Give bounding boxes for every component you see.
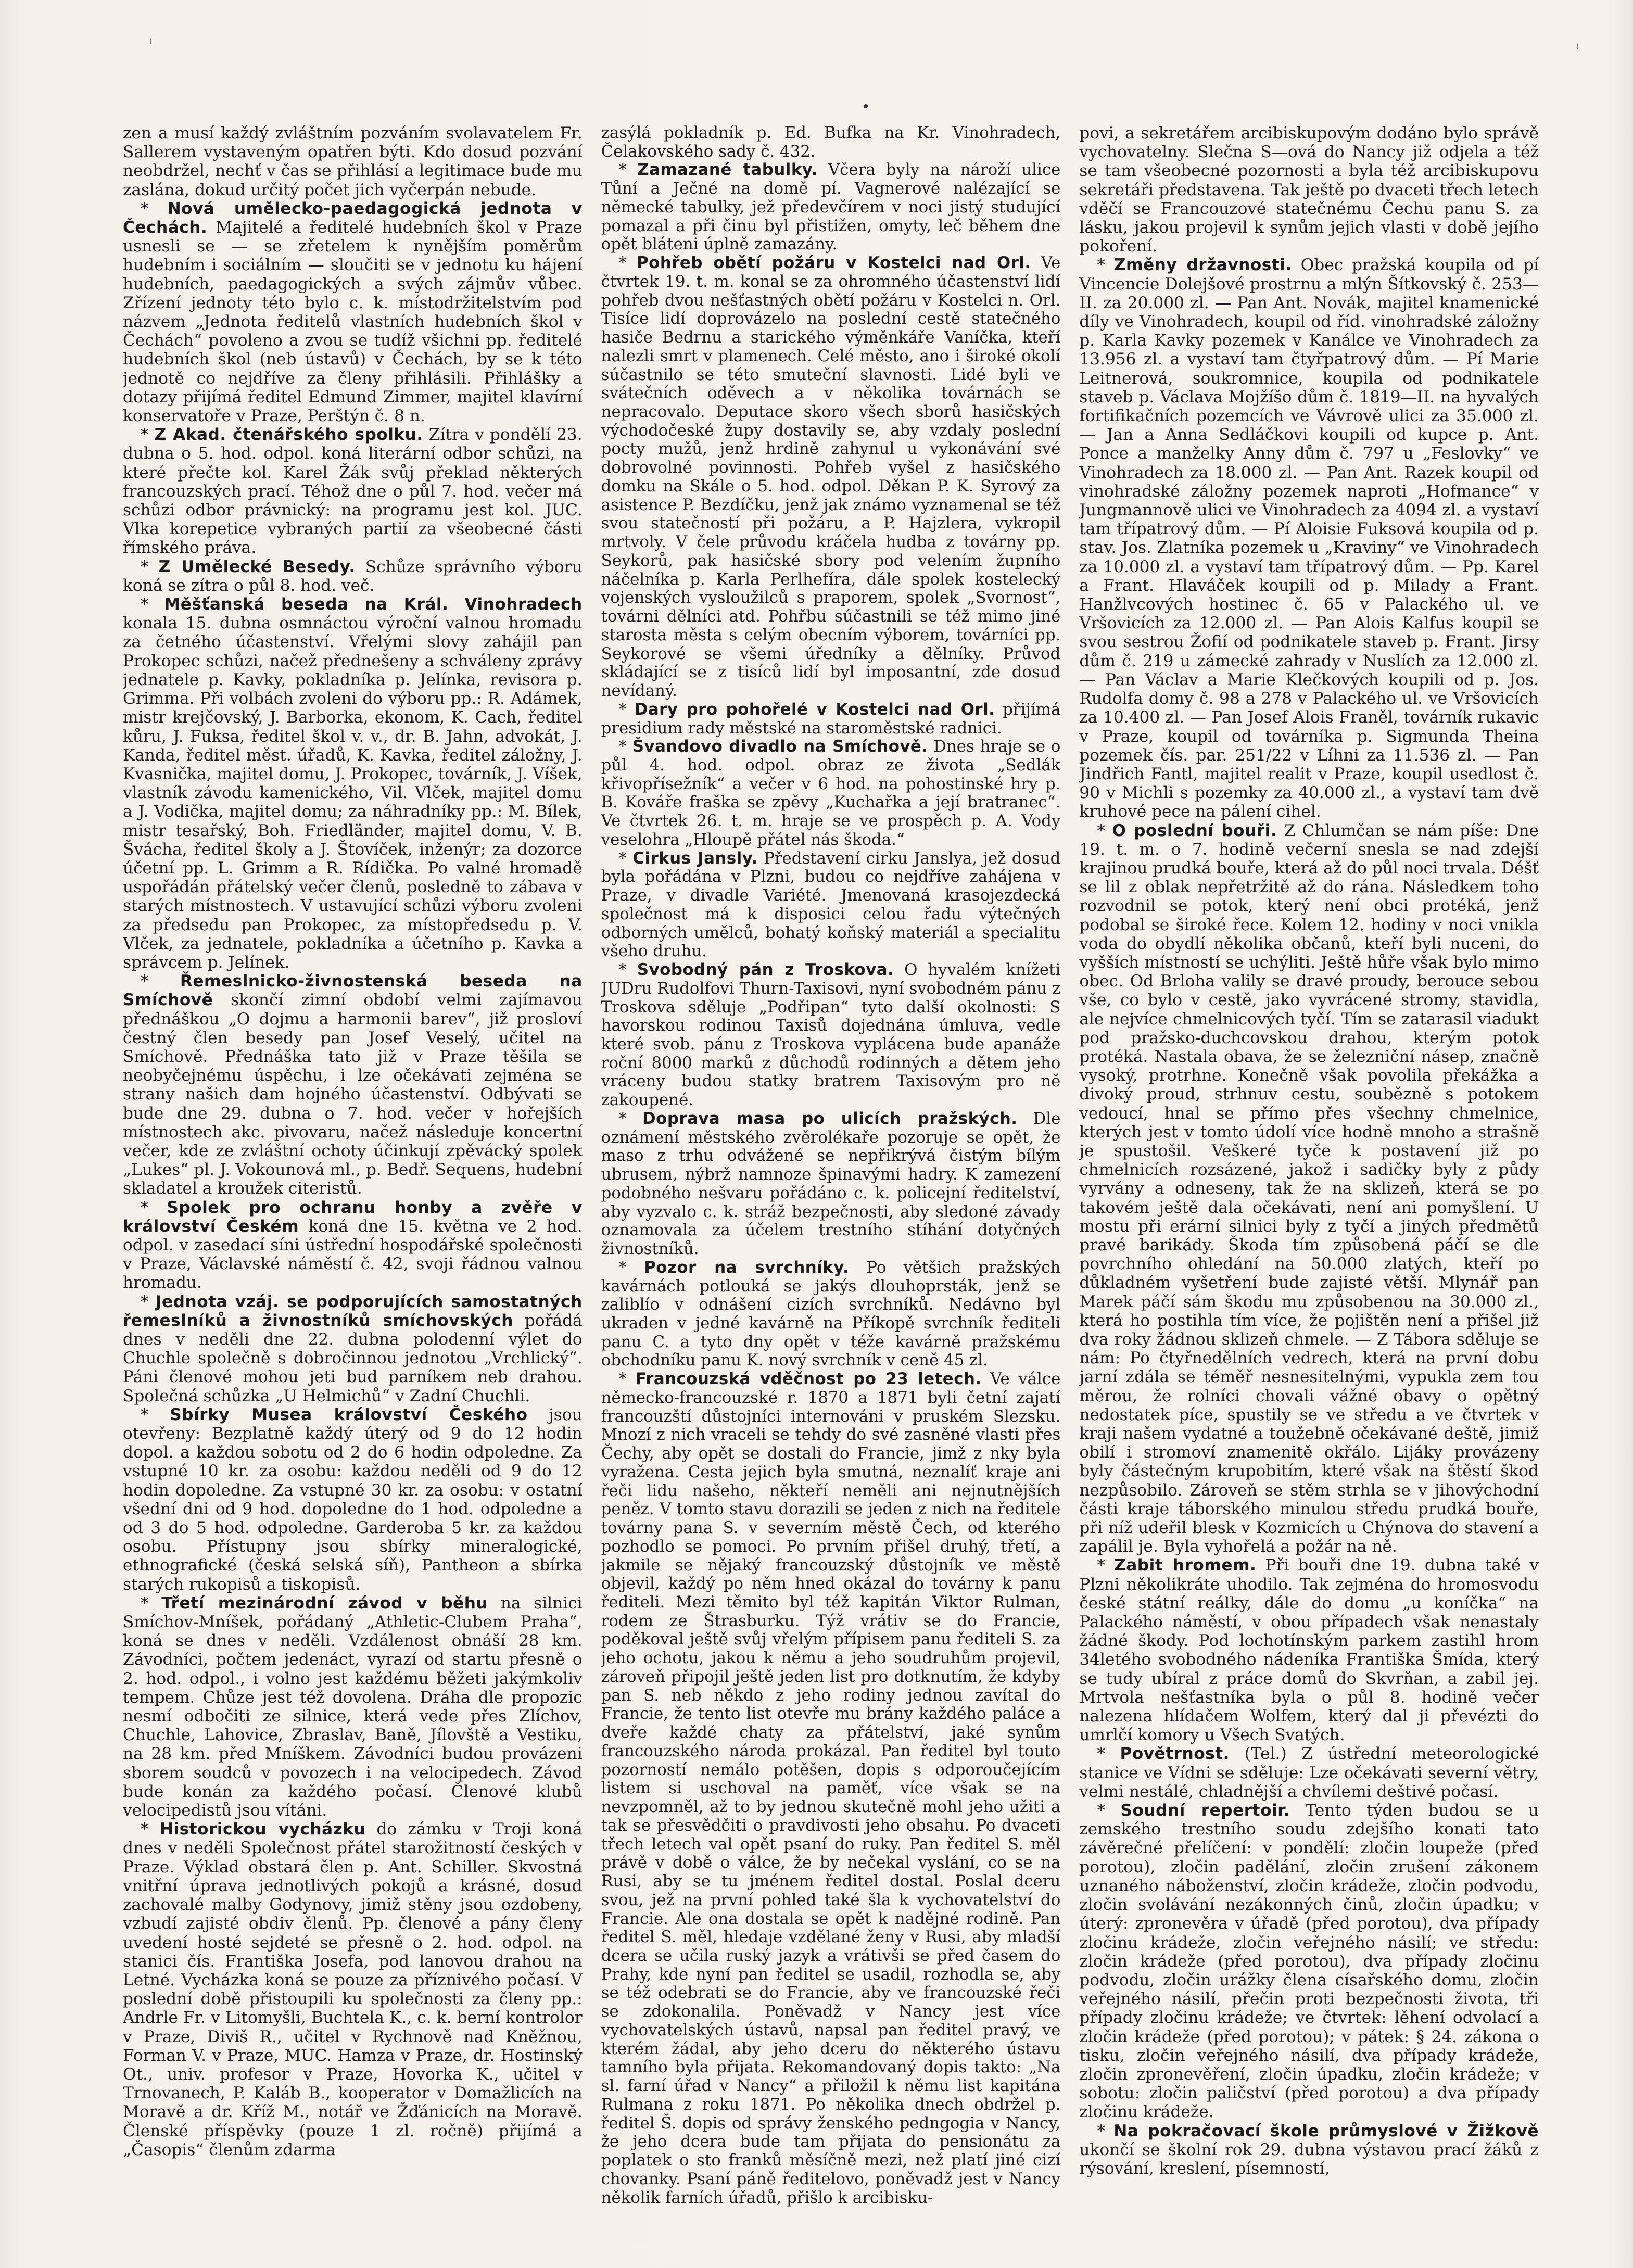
news-headline: Sbírky Musea království Českého	[170, 1405, 528, 1424]
asterisk-marker: *	[141, 199, 168, 218]
column-2	[601, 124, 1061, 2242]
scan-mark-right: '	[1575, 40, 1580, 64]
news-headline: Soudní repertoir.	[1120, 1801, 1290, 1820]
news-text: Majitelé a ředitelé hudebních škol v Praze usnesli se — se zřetelem k nynějším poměrům hudebním i sociálním — sloučiti se v jednotu ku hájení hudebních, paedagogických a svých zájmův vůbec. Zřízení jednoty této bylo c. k. místodržitelstvím pod názvem „Jednota ředitelů vlastních hudebních škol v Čechách“ povoleno a zvou se tudíž všichni pp. ředitelé hudebních škol (neb ústavů) v Čechách, by se k této jednotě co nejdříve za členy přihlásili. Přihlášky a dotazy přijímá ředitel Edmund Zimmer, majitel klavírní konservatoře v Praze, Perštýn č. 8 n.	[123, 218, 583, 426]
asterisk-marker: *	[1097, 1801, 1121, 1820]
asterisk-marker: *	[618, 1370, 636, 1389]
news-headline: Změny državnosti.	[1113, 256, 1292, 275]
news-headline: Pohřeb obětí požáru v Kostelci nad Orl.	[637, 254, 1031, 273]
asterisk-marker: *	[618, 254, 637, 273]
news-text: zasýlá pokladník p. Ed. Bufka na Kr. Vinohradech, Čelakovského sady č. 432.	[601, 124, 1061, 161]
page-dot	[864, 104, 868, 108]
news-item	[123, 425, 583, 557]
news-headline: Historickou vycházku	[159, 1820, 366, 1839]
news-headline: Nová umělecko-paedagogická jednota v Čechách.	[123, 199, 583, 237]
news-item	[123, 1594, 583, 1820]
news-headline: O poslední bouři.	[1112, 821, 1277, 840]
asterisk-marker: *	[618, 1258, 644, 1277]
news-text: konala 15. dubna osmnáctou výroční valnou hromadu za četného účastenství. Vřelými slovy zahájil pan Prokopec schůzi, načež přednešeny a schváleny zprávy jednatele p. Kavky, pokladníka p. Jelínka, revisora p. Grimma. Při volbách zvoleni do výboru pp.: R. Adámek, mistr krejčovský, J. Barborka, ekonom, K. Cach, ředitel kůru, J. Fuksa, ředitel škol v. v., dr. B. Jahn, advokát, J. Kanda, ředitel měst. úřadů, K. Kavka, ředitel záložny, J. Kvasnička, majitel domu, J. Prokopec, továrník, J. Víšek, vlastník závodu kamenického, Vil. Vlček, majitel domu a J. Vodička, majitel domu; za náhradníky pp.: M. Bílek, mistr tesařský, Boh. Friedländer, majitel domu, V. B. Švácha, ředitel školy a J. Štovíček, inženýr; za dozorce účetní pp. L. Grimm a R. Rídička. Po valné hromadě uspořádán přátelský večer členů, posledně to zábava v starých místnostech. V ustavující schůzi výboru zvoleni za předsedu pan Prokopec, za místopředsedu p. V. Vlček, za jednatele, pokladníka a účetního p. Kavka a správcem p. Jelínek.	[123, 614, 583, 972]
asterisk-marker: *	[1097, 2121, 1114, 2140]
asterisk-marker: *	[141, 972, 180, 991]
asterisk-marker: *	[141, 425, 155, 445]
asterisk-marker: *	[141, 1292, 156, 1311]
news-text: Při bouři dne 19. dubna také v Plzni několikráte uhodilo. Tak zejména do hromosvodu české státní reálky, dále do domu „u koníčka“ na Palackého náměstí, v obou případech však nenastaly žádné škody. Pod lochotínským parkem zastihl hrom 34letého svobodného nádeníka Františka Šmída, který se tudy ubíral z práce domů do Skvrňan, a zabil jej. Mrtvola nešťastníka byla o půl 8. hodině večer nalezena hlídačem Wolfem, který dal ji převézti do umrlčí komory u Všech Svatých.	[1079, 1556, 1539, 1745]
asterisk-marker: *	[618, 700, 635, 719]
news-text: Ve čtvrtek 19. t. m. konal se za ohromného účastenství lidí pohřeb dvou nešťastných obětí požáru v Kostelci n. Orl. Tisíce lidí doprovázelo na poslední cestě statečného hasiče Bedrnu a starického výměnkáře Vaníčka, kteří nalezli smrt v plamenech. Celé město, ano i široké okolí súčastnilo se této smuteční slavnosti. Lidé byli ve svátečních oděvech a v několika továrnách se nepracovalo. Deputace skoro všech sborů hasičských východočeské župy dostavily se, aby vzdaly poslední pocty mužů, jenž hrdině zahynul u vykonávání své dobrovolné povinnosti. Pohřeb vyšel z hasičského domku na Skále o 5. hod. odpol. Děkan P. K. Syrový za asistence P. Bezdíčku, jenž jak známo vyznamenal se též svou statečností při požáru, a P. Hajzlera, vykropil mrtvoly. V čele průvodu kráčela hudba z továrny pp. Seykorů, pak hasičské sbory pod velením župního náčelníka p. Karla Perlhefíra, dále spolek kostelecký vojenských vysloužilců s praporem, spolek „Svornost“, továrni dělníci atd. Pohřbu súčastnili se též mimo jiné starosta města s celým obecním výborem, továrníci pp. Seykorové se všemi úředníky a dělníky. Průvod skládající se z tisíců lidí byl imposantní, zde dosud nevídaný.	[601, 254, 1061, 701]
news-item	[123, 972, 583, 1198]
news-headline: Jednota vzáj. se podporujících samostatných řemeslníků a živnostníků smíchovských	[123, 1292, 583, 1330]
news-item	[601, 738, 1061, 849]
asterisk-marker: *	[1097, 821, 1112, 840]
news-item	[601, 161, 1061, 254]
news-text: (Tel.) Z ústřední meteorologické stanice ve Vídni se sděluje: Lze očekávati severní větry, velmi nestálé, chladnější a chvílemi deštivé počasí.	[1079, 1744, 1539, 1801]
news-text: Obec pražská koupila od pí Vincencie Dolejšové prostrnu a mlýn Šítkovský č. 253—II. za 20.000 zl. — Pan Ant. Novák, majitel knamenické díly ve Vinohradech, koupil od říd. vinohradské záložny p. Karla Kavky pozemek v Kanálce ve Vinohradech za 13.956 zl. a vystaví tam čtyřpatrový dům. — Pí Marie Leitnerová, soukromnice, koupila od podnikatele staveb p. Václava Mojžíšo dům č. 1819—II. na hyvalých fortifikačních pozemcích ve Vávrově ulici za 35.000 zl. — Jan a Anna Sedláčkovi koupili od kupce p. Ant. Ponce a manželky Anny dům č. 797 u „Feslovky“ ve Vinohradech za 18.000 zl. — Pan Ant. Razek koupil od vinohradské záložny pozemek naproti „Hofmance“ v Jungmannově ulici ve Vinohradech za 4094 zl. a vystaví tam třípatrový dům. — Pí Aloisie Fuksová koupila od p. stav. Jos. Zlatníka pozemek u „Kraviny“ ve Vinohradech za 10.000 zl. a vystaví tam třípatrový dům. — Pp. Karel a Frant. Hlaváček koupili od p. Milady a Frant. Hanžlvcových hostinec č. 65 v Palackého ul. ve Vršovicích za 12.000 zl. — Pan Alois Kalfus koupil se svou sestrou Žofií od podnikatele staveb p. Frant. Jirsy dům č. 219 u zámecké zahrady v Nuslích za 12.000 zl. — Pan Václav a Marie Klečkových koupili od p. Jos. Rudolfa domy č. 98 a 278 v Palackého ul. ve Vršovicích za 10.400 zl. — Pan Josef Alois Franěl, továrník rukavic v Praze, koupil od továrníka p. Sigmunda Theina pozemek čís. par. 251/22 v Líhni za 11.536 zl. — Pan Jindřich Fantl, majitel realit v Praze, koupil usedlost č. 90 v Michli s pozemky za 40.000 zl., a vystaví tam dvě kruhové pece na pálení cihel.	[1079, 256, 1539, 821]
news-text: Schůze správního výboru koná se zítra o půl 8. hod. več.	[123, 557, 583, 595]
asterisk-marker: *	[618, 160, 638, 180]
news-item	[601, 961, 1061, 1110]
news-text: koná dne 15. května ve 2 hod. odpol. v zasedací síni ústřední hospodářské společnosti v Praze, Václavské náměstí č. 42, svoji řádnou valnou hromadu.	[123, 1217, 583, 1293]
news-text: pořádá dnes v neděli dne 22. dubna polodenní výlet do Chuchle společně s dobročinnou jednotou „Vrchlický“. Páni členové mohou jeti bud parníkem neb drahou. Společná schůzka „U Helmichů“ v Zadní Chuchli.	[123, 1311, 583, 1405]
news-text: zen a musí každý zvláštním pozváním svolavatelem Fr. Sallerem vystaveným opatřen býti. Kdo dosud pozvání neobdržel, nechť v čas se přihlásí a legitimace bude mu zaslána, dokud určitý počet jich vyčerpán nebude.	[123, 124, 583, 199]
news-text: na silnici Smíchov-Mníšek, pořádaný „Athletic-Clubem Praha“, koná se dnes v neděli. Vzdálenost obnáší 28 km. Závodníci, počtem jedenáct, vyrazí od startu přesně o 2. hod. odpol., i volno jest každému běžeti jakýmkoliv tempem. Chůze jest též dovolena. Dráha dle propozic nesmí odbočiti ze silnice, která vede přes Zlíchov, Chuchle, Lahovice, Zbraslav, Baně, Jílovště a Vestiku, na 28 km. před Mníškem. Závodníci budou provázeni sborem soudců v povozech i na velocipedech. Závod bude konán za každého počasí. Členové klubů velocipedistů jsou vítáni.	[123, 1593, 583, 1820]
news-text: O hyvalém knížeti JUDru Rudolfovi Thurn-Taxisovi, nyní svobodném pánu z Troskova sděluje „Podřipan“ tyto další okolnosti: S havorskou rodinou Taxisů dojednána úmluva, vedle které svob. pánu z Troskova vyplácena bude apanáže roční 8000 marků z důchodů rodinných a dětem jeho vráceny budou statky bratrem Taxisovým pro ně zakoupené.	[601, 960, 1061, 1110]
news-item	[1079, 256, 1539, 821]
news-item	[601, 254, 1061, 701]
news-item	[601, 1259, 1061, 1370]
news-headline: Povětrnost.	[1120, 1744, 1230, 1764]
news-text: Dle oznámení městského zvěrolékaře pozoruje se opět, že maso z trhu odvážené se nepřikrývá čistým bílým ubrusem, nýbrž namnoze špinavými hadry. K zamezení podobného nešvaru pořádáno c. k. policejní ředitelství, aby vyzvalo c. k. stráž bezpečnosti, aby sledoné závady oznamovala za účelem trestního stíhání dotyčných živnostníků.	[601, 1109, 1061, 1259]
news-item	[601, 1370, 1061, 2207]
news-headline: Z Umělecké Besedy.	[158, 557, 356, 576]
news-headline: Cirkus Jansly.	[632, 848, 758, 868]
news-text: Představení cirku Janslya, jež dosud byla pořádána v Plzni, budou co nejdříve zahájena v Praze, v divadle Variété. Jmenovaná krasojezdecká společnost má k disposici celou řadu výtečných odborných umělců, bohatý koňský materiál a specialitu všeho druhu.	[601, 848, 1061, 961]
asterisk-marker: *	[618, 1109, 643, 1128]
news-headline: Doprava masa po ulicích pražských.	[642, 1109, 1018, 1128]
column-3	[1079, 124, 1539, 2242]
news-headline: Svobodný pán z Troskova.	[637, 960, 894, 980]
news-text: Po většich pražských kavárnách potlouká se jakýs dlouhoprsták, jenž se zaliblío v odnášení cizích svrchníků. Nedávno byl ukraden v jedné kavárně na Příkopě svrchník řediteli panu C. a tyto dny opět v téže kavárně pražskému obchodníku panu K. nový svrchník v ceně 45 zl.	[601, 1258, 1061, 1370]
news-headline: Švandovo divadlo na Smíchově.	[632, 737, 928, 756]
news-item	[123, 1293, 583, 1405]
scan-mark-left: '	[148, 35, 154, 59]
asterisk-marker: *	[1097, 1744, 1120, 1764]
news-item	[601, 1110, 1061, 1259]
news-item	[123, 1198, 583, 1293]
news-item	[1079, 124, 1539, 256]
news-item	[123, 1820, 583, 2159]
news-item	[601, 850, 1061, 961]
news-text: Zítra v pondělí 23. dubna o 5. hod. odpol. koná literární odbor schůzi, na které přečte kol. Karel Žák svůj překlad některých francouzských prací. Téhož dne o půl 7. hod. večer má schůzi odbor právnický: na programu jest kol. JUC. Vlka korepetice vybraných partií za všeobecné části římského práva.	[123, 425, 583, 558]
news-headline: Pozor na svrchníky.	[644, 1258, 850, 1277]
news-columns	[123, 124, 1539, 2242]
news-text: ukončí se školní rok 29. dubna výstavou prací žáků z rýsování, kreslení, písemností,	[1079, 2140, 1539, 2178]
news-text: Včera byly na nároží ulice Tůní a Ječné na domě pí. Vagnerové nalézající se německé tabulky, jež předevčírem v noci jistý studující pomazal a při činu byl přistižen, omyty, leč během dne opět bláteni úplně zamazány.	[601, 160, 1061, 254]
news-item	[123, 595, 583, 972]
news-item	[123, 1405, 583, 1594]
news-text: Ve válce německo-francouzské r. 1870 a 1871 byli četní zajatí francouzští důstojníci internováni v pruském Slezsku. Mnozí z nich vraceli se tehdy do své zasněné vlasti přes Čechy, aby opět se dostali do Francie, jimž z nky byla vyražena. Cesta jejich byla smutná, neznalíť kraje ani řeči lidu našeho, někteří neměli ani nejnutnějších peněz. V tomto stavu dorazili se jeden z nich na ředitele továrny pana S. v severním městě Čech, od kterého pozhodlo se pomoci. Po prvním přišel druhý, třetí, a jakmile se nějaký francouzský důstojník ve městě objevil, každý po něm hned okázal do továrny k panu řediteli. Mezi těmito byl též kapitán Viktor Rulman, rodem ze Štrasburku. Týž vrátiv se do Francie, poděkoval ještě svůj vřelým přípisem panu řediteli S. za jeho ochotu, jakou k němu a jeho soudruhům projevil, zároveň připojil ještě jeden list pro dotknutím, že kdyby pan S. neb někdo z jeho rodiny jednou zavítal do Francie, že tento list otevře mu brány každého paláce a dveře každé chaty za přátelství, jaké synům francouzského národa prokázal. Pan ředitel byl touto pozorností nemálo potěšen, dopis s odporoučejícím listem si uschoval na paměť, více však se na nevzpomněl, až to by jednou skutečně mohl jeho užiti a tak se přesvědčiti o pravdivosti jeho obsahu. Po dvaceti třech letech val opět psaní do ruky. Pan ředitel S. měl právě v době o válce, že by nečekal vyslání, co se na Rusi, aby se tu jménem ředitel dostal. Poslal dceru svou, jež na první pohled také šla k vychovatelství do Francie. Ale ona dostala se opět k nadějné rodině. Pan ředitel S. měl, hledaje vzdělané ženy v Rusi, aby mladší dcera se učila ruský jazyk a vrátivši se před časem do Prahy, kde nyní pan ředitel se usadil, rozhodla se, aby se též odebrati se do Francie, aby ve francouzské řeči se zdokonalila. Poněvadž v Nancy jest více vychovatelských ústavů, napsal pan ředitel pravý, ve kterém žádal, aby jeho dceru do některého ústavu tamního byla přijata. Rekomandovaný dopis takto: „Na sl. farní úřad v Nancy“ a přiložil k němu list kapitána Rulmana z roku 1871. Po několika dnech obdržel p. ředitel Š. dopis od správy ženského pedngogia v Nancy, že jeho dcera bude tam přijata do pensionátu za poplatek o sto franků měsíčně mezi, než platí jiné cizí chovanky. Psaní páně ředitelovo, poněvadž jest v Nancy několik farních úřadů, přišlo k arcibisku-	[601, 1370, 1061, 2207]
news-text: Dnes hraje se o půl 4. hod. odpol. obraz ze života „Sedlák křivopřísežník“ a večer v 6 hod. na pohostinské hry p. B. Kováře fraška se zpěvy „Kuchařka a její bratranec“. Ve čtvrtek 26. t. m. hraje se ve prospěch p. A. Vody veselohra „Hloupě přátel nás škoda.“	[601, 737, 1061, 849]
asterisk-marker: *	[1097, 256, 1114, 275]
asterisk-marker: *	[141, 1820, 160, 1839]
news-headline: Třetí mezinárodní závod v běhu	[161, 1593, 488, 1613]
news-item	[601, 701, 1061, 738]
asterisk-marker: *	[141, 1593, 162, 1613]
asterisk-marker: *	[141, 595, 164, 614]
news-text: jsou otevřeny: Bezplatně každý úterý od 9 do 12 hodin dopol. a každou sobotu od 2 do 6 hodin odpoledne. Za vstupné 10 kr. za osobu: každou neděli od 9 do 12 hodin dopoledne. Za vstupné 30 kr. za osobu: v ostatní všední dni od 9 hod. dopoledne do 1 hod. odpoledne a od 3 do 5 hod. odpoledne. Garderoba 5 kr. za každou osobu. Přístupny jsou sbírky mineralogické, ethnografické (česká selská síň), Pantheon a sbírka starých rukopisů a tiskopisů.	[123, 1405, 583, 1594]
news-item	[123, 558, 583, 595]
news-text: přijímá presidium rady městské na staroměstské radnici.	[601, 700, 1061, 738]
news-headline: Zamazané tabulky.	[637, 160, 818, 180]
asterisk-marker: *	[141, 1198, 167, 1217]
news-item	[1079, 1744, 1539, 1801]
news-item	[1079, 1556, 1539, 1744]
news-headline: Řemeslnicko-živnostenská beseda na Smíchově	[123, 972, 583, 1010]
asterisk-marker: *	[1097, 1556, 1115, 1575]
news-item	[1079, 1801, 1539, 2121]
asterisk-marker: *	[618, 737, 632, 756]
news-text: Z Chlumčan se nám píše: Dne 19. t. m. o 7. hodině večerní snesla se nad zdejší krajinou prudká bouře, která až do půl noci trvala. Déšť se lil z oblak nepřetržitě až do rána. Následkem toho rozvodnil se potok, který není obci protéká, jenž podobal se široké řece. Kolem 12. hodiny v noci vnikla voda do obydlí několika občanů, kteří byli nuceni, do vyšších místností se uchýliti. Ještě hůře však bylo mimo obec. Od Brloha valily se dravé proudy, berouce sebou vše, co bylo v cestě, jako vyvrácené stromy, stavidla, ale nejvíce chmelnicových tyčí. Tím se zatarasil viadukt pod pražsko-duchcovskou drahou, kterým potok protéká. Nastala obava, že se železniční násep, značně vysoký, protrhne. Konečně však povolila překážka a divoký proud, strhnuv cestu, soubězně s potokem vedoucí, hnal se přímo přes všechny chmelnice, kterých jest v tomto údolí více hodně mnoho a strašně je spustošil. Veškeré tyče k postavení již po chmelnicích rozsázené, jakož i sadičky byly z půdy vyrvány a odneseny, tak že na sklizeň, která se po takovém ještě dala očekávati, není ani pomyšlení. U mostu při erární silnici byly z tyčí a jiných předmětů pravé barikády. Škoda tím způsobená páčí se dle povrchního ohledání na 50.000 zlatých, kteří po důkladném vyšetření bude zajisté větší. Mlynář pan Marek páčí sám škodu mu způsobenou na 30.000 zl., která ho postihla tím více, že pojištěn není a přišel již dva roky žádnou sklizeň chmele. — Z Tábora sděluje se nám: Po čtyřnedělních vedrech, která na první dobu jarní zdála se téměř nesnesitelnými, vypukla zem tou měrou, že rolníci chovali vážné obavy o opětný nedostatek píce, spustily se ve středu a ve čtvrtek v kraji našem vydatné a toužebně očekávané deště, jimiž obilí i stromoví znamenitě okřálo. Lijáky provázeny byly částečným krupobitím, které však na štěstí škod nezpůsobilo. Zároveň se stěm strhla se v jihovýchodní části kraje táborského minulou středu prudká bouře, při níž udeřil blesk v Kozmicích u Chýnova do stavení a zapálil je. Byla vyhořelá a požár na ně.	[1079, 821, 1539, 1556]
news-item	[1079, 2122, 1539, 2178]
news-text: povi, a sekretářem arcibiskupovým dodáno bylo správě vychovatelny. Slečna S—ová do Nancy již odjela a též se tam všeobecné pozornosti a byla též arcibiskupovu sekretáři představena. Tak ještě po dvaceti třech letech vděčí se Francouzové statečnému Čechu panu S. za lásku, jakou projevil k synům jejich vlasti v době jejího pokoření.	[1079, 124, 1539, 256]
news-headline: Na pokračovací škole průmyslové v Žižkově	[1113, 2121, 1539, 2140]
news-headline: Z Akad. čtenářského spolku.	[154, 425, 423, 445]
news-headline: Dary pro pohořelé v Kostelci nad Orl.	[634, 700, 995, 719]
news-headline: Měšťanská beseda na Král. Vinohradech	[164, 595, 583, 614]
news-text: skončí zimní období velmi zajímavou přednáškou „O dojmu a harmonii barev“, již prosloví čestný člen besedy pan Josef Veselý, učitel na Smíchově. Přednáška tato již v Praze těšila se neobyčejnému úspěchu, i lze očekávati zejména se strany našich dam hojného účastenství. Odbývati se bude dne 29. dubna o 7. hod. večer v hořejších místnostech akc. pivovaru, načež následuje koncertní večer, kde ze zvláštní ochoty účinkují zpěvácký spolek „Lukes“ pl. J. Vokounová ml., p. Bedř. Sequens, hudební skladatel a kroužek citeristů.	[123, 991, 583, 1198]
column-1	[123, 124, 583, 2242]
asterisk-marker: *	[618, 960, 637, 980]
news-item	[1079, 821, 1539, 1556]
news-item	[123, 199, 583, 425]
news-text: Tento týden budou se u zemského trestního soudu zdejšího konati tato závěrečné přelíčení: v pondělí: zločin loupeže (před porotou), zločin padělání, zločin zrušení zákonem uznaného náboženství, zločin krádeže, zločin podvodu, zločin svolávání nezákonných činů, zločin úpadku; v úterý: zpronevěra v úřadě (před porotou), dva případy zločinu krádeže, zločin veřejného násilí; ve středu: zločin krádeže (před porotou), dva případy zločinu podvodu, zločin urážky člena císařského domu, zločin veřejného násilí, přečin proti bezpečnosti života, tři případy zločinu krádeže; ve čtvrtek: lěhení odvolací a zločin krádeže (před porotou); v pátek: § 24. zákona o tisku, zločin veřejného násilí, dva případy krádeže, zločin zpronevěření, zločin úpadku, zločin krádeže; v sobotu: zločin paličství (před porotou) a dva případy zločinu krádeže.	[1079, 1801, 1539, 2122]
news-headline: Francouzská vděčnost po 23 letech.	[635, 1370, 982, 1389]
news-item	[123, 124, 583, 199]
asterisk-marker: *	[141, 557, 159, 576]
news-headline: Spolek pro ochranu honby a zvěře v království Českém	[123, 1198, 583, 1236]
news-headline: Zabit hromem.	[1114, 1556, 1257, 1575]
asterisk-marker: *	[141, 1405, 170, 1424]
asterisk-marker: *	[618, 848, 633, 868]
news-text: do zámku v Troji koná dnes v neděli Společnost přátel starožitností českých v Praze. Výklad obstará člen p. Ant. Schiller. Skvostná vnitřní úprava jednotlivých pokojů a krásné, dosud zachovalé malby Godynovy, jimiž stěny jsou ozdobeny, vzbudí zajisté obdiv členů. Pp. členové a pány členy uvedení hosté sejdeté se přesně o 2. hod. odpol. na stanici čís. Františka Josefa, pod lanovou drahou na Letné. Vycházka koná se pouze za příznivého počasí. V poslední době přistoupili ku společnosti za členy pp.: Andrle Fr. v Litomyšli, Buchtela K., c. k. berní kontrolor v Praze, Diviš R., učitel v Rychnově nad Kněžnou, Forman V. v Praze, MUC. Hamza v Praze, dr. Hostinský Ot., univ. profesor v Praze, Hovorka K., učitel v Trnovanech, P. Kaláb B., kooperator v Domažlicích na Moravě a dr. Kříž M., notář ve Žďánicích na Moravě. Členské příspěvky (pouze 1 zl. ročně) přijímá a „Časopis“ členům zdarma	[123, 1820, 583, 2159]
news-item	[601, 124, 1061, 161]
